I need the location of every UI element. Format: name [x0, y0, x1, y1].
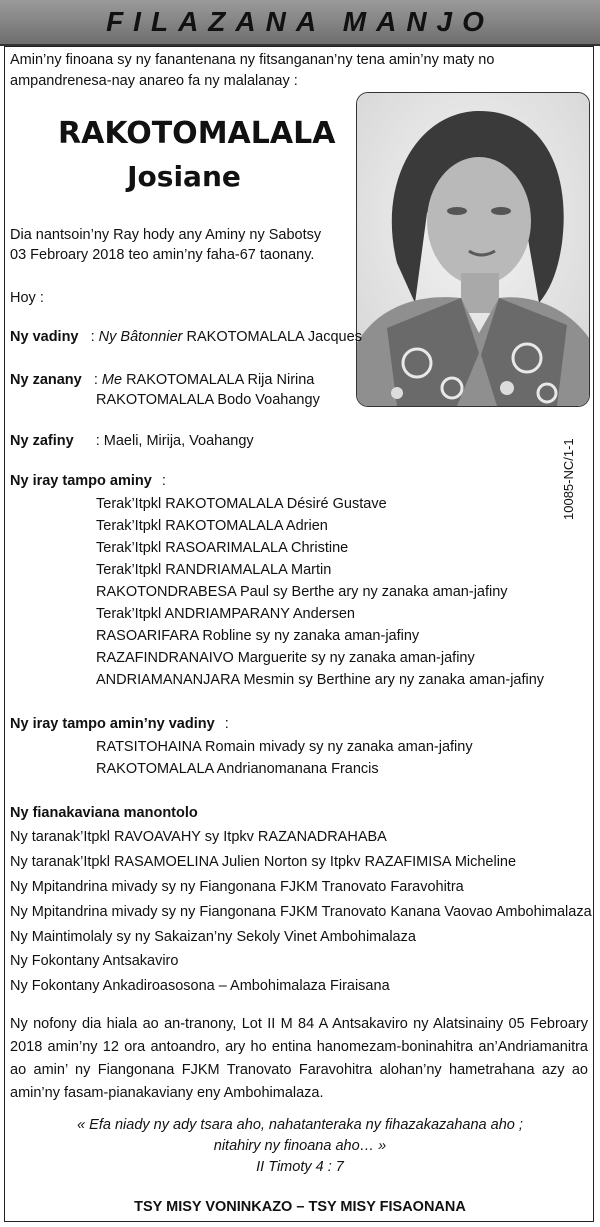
spouse-name: RAKOTOMALALA Jacques: [186, 329, 362, 345]
siblings-heading: [10, 470, 166, 492]
children-row: [10, 369, 314, 391]
family-item: Ny Maintimolaly sy ny Sakaizan’ny Sekoly Vinet Ambohimalaza: [10, 929, 416, 945]
death-line-2: 03 Febroary 2018 teo amin’ny faha-67 taonany.: [10, 247, 315, 263]
quote-line-1: « Efa niady ny ady tsara aho, nahatanteraka ny fihazakazahana aho ;: [77, 1117, 523, 1133]
death-line-1: Dia nantsoin’ny Ray hody any Aminy ny Sabotsy: [10, 227, 322, 243]
quote-line-2: nitahiry ny finoana aho… »: [213, 1138, 387, 1154]
family-item: Ny taranak’Itpkl RASAMOELINA Julien Norton sy Itpkv RAZAFIMISA Micheline: [10, 854, 517, 870]
deceased-portrait: [356, 92, 590, 407]
spouse-siblings-heading: [10, 713, 229, 735]
grandchildren-row: [10, 430, 254, 452]
deceased-firstname: Josiane: [127, 160, 241, 193]
spouse-title: Ny Bâtonnier: [98, 329, 183, 345]
sibling-item: RAKOTONDRABESA Paul sy Berthe ary ny zanaka aman-jafiny: [96, 584, 508, 600]
sibling-item: Terak’Itpkl ANDRIAMPARANY Andersen: [96, 606, 355, 622]
notice-header: [0, 0, 600, 46]
spouse-row: [10, 326, 362, 348]
children-line-1: RAKOTOMALALA Rija Nirina: [126, 372, 315, 388]
spouse-siblings-label: Ny iray tampo amin’ny vadiny: [10, 716, 215, 732]
grandchildren-label: Ny zafiny: [10, 433, 74, 449]
funeral-paragraph: Ny nofony dia hiala ao an-tranony, Lot II M 84 A Antsakaviro ny Alatsinainy 05 Febroary 2018 amin’ny 12 ora antoandro, ary ho entina hanomezam-boninahitra an’Andriamanitra ao amin’ ny Fiangonana FJKM Tranovato Faravohitra alohan’ny hametrahana azy ao amin’ny fasam-pianakaviany eny Ambohimalaza.: [10, 1016, 588, 1101]
family-item: Ny Fokontany Ankadiroasosona – Ambohimalaza Firaisana: [10, 978, 390, 994]
sibling-item: Terak’Itpkl RASOARIMALALA Christine: [96, 540, 349, 556]
family-item: Ny taranak’Itpkl RAVOAVAHY sy Itpkv RAZANADRAHABA: [10, 829, 387, 845]
family-item: Ny Fokontany Antsakaviro: [10, 953, 179, 969]
grandchildren-value: : Maeli, Mirija, Voahangy: [95, 433, 254, 449]
portrait-image: [357, 93, 589, 406]
family-heading: Ny fianakaviana manontolo: [10, 805, 198, 821]
children-label: Ny zanany: [10, 372, 82, 388]
children-title: Me: [101, 372, 123, 388]
family-item: Ny Mpitandrina mivady sy ny Fiangonana FJKM Tranovato Faravohitra: [10, 879, 464, 895]
spouse-siblings-colon: :: [224, 716, 229, 732]
quote-reference: II Timoty 4 : 7: [256, 1159, 344, 1175]
children-line-2: RAKOTOMALALA Bodo Voahangy: [96, 392, 320, 408]
sibling-item: Terak’Itpkl RANDRIAMALALA Martin: [96, 562, 332, 578]
spouse-colon: :: [82, 329, 99, 345]
spouse-sibling-item: RAKOTOMALALA Andrianomanana Francis: [96, 761, 379, 777]
sibling-item: Terak’Itpkl RAKOTOMALALA Désiré Gustave: [96, 496, 387, 512]
intro-text: Amin’ny finoana sy ny fanantenana ny fitsanganan’ny tena amin’ny maty no ampandrenesa-nay anareo fa ny malalanay :: [10, 52, 495, 89]
sibling-item: ANDRIAMANANJARA Mesmin sy Berthine ary ny zanaka aman-jafiny: [96, 672, 545, 688]
spouse-sibling-item: RATSITOHAINA Romain mivady sy ny zanaka aman-jafiny: [96, 739, 473, 755]
family-item: Ny Mpitandrina mivady sy ny Fiangonana FJKM Tranovato Kanana Vaovao Ambohimalaza: [10, 904, 592, 920]
siblings-label: Ny iray tampo aminy: [10, 473, 152, 489]
spouse-label: Ny vadiny: [10, 329, 79, 345]
sibling-item: RAZAFINDRANAIVO Marguerite sy ny zanaka aman-jafiny: [96, 650, 475, 666]
children-colon: :: [85, 372, 102, 388]
hoy-label: Hoy :: [10, 290, 44, 306]
reference-code: 10085-NC/1-1: [561, 438, 576, 520]
notice-title: FILAZANA MANJO: [106, 6, 494, 37]
sibling-item: RASOARIFARA Robline sy ny zanaka aman-jafiny: [96, 628, 420, 644]
deceased-surname: RAKOTOMALALA: [58, 116, 336, 151]
sibling-item: Terak’Itpkl RAKOTOMALALA Adrien: [96, 518, 328, 534]
footer-text: TSY MISY VONINKAZO – TSY MISY FISAONANA: [134, 1199, 466, 1215]
siblings-colon: :: [161, 473, 166, 489]
